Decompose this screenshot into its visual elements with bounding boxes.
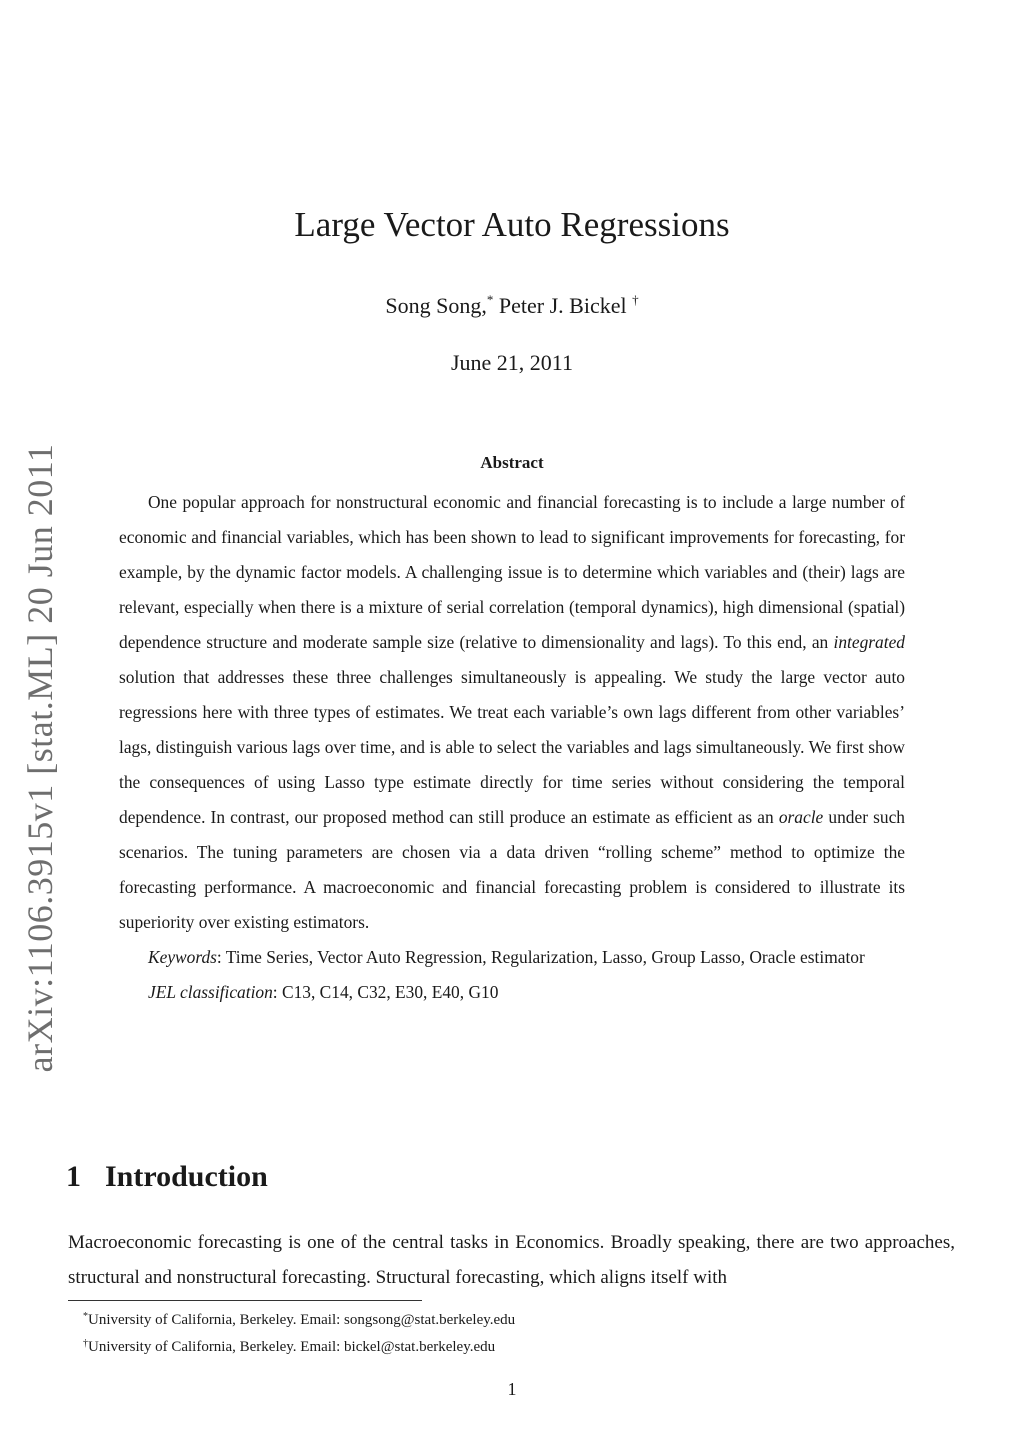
keywords-label: Keywords bbox=[148, 947, 217, 967]
footnote-marker: † bbox=[83, 1338, 88, 1349]
arxiv-identifier-stamp: arXiv:1106.3915v1 [stat.ML] 20 Jun 2011 bbox=[20, 443, 60, 1073]
paper-title: Large Vector Auto Regressions bbox=[294, 205, 730, 244]
footnotes bbox=[83, 1305, 515, 1359]
author-line bbox=[0, 292, 1024, 319]
abstract-text: under such scenarios. The tuning parameters are chosen via a data driven “rolling scheme” method to optimize the forecasting performance. A macroeconomic and financial forecasting problem is considered to illustrate its superiority over existing estimators. bbox=[119, 807, 905, 932]
jel-paragraph bbox=[119, 975, 905, 1010]
abstract-block bbox=[119, 485, 905, 1010]
jel-label: JEL classification bbox=[148, 982, 273, 1002]
abstract-heading: Abstract bbox=[480, 453, 544, 472]
section-title: Introduction bbox=[105, 1160, 268, 1193]
footnote-marker: † bbox=[632, 292, 639, 307]
keywords-paragraph bbox=[119, 940, 905, 975]
footnote-divider bbox=[68, 1300, 422, 1301]
emphasis-text: oracle bbox=[778, 807, 824, 827]
page-number: 1 bbox=[507, 1379, 517, 1399]
author-name: Song Song, bbox=[385, 293, 487, 318]
keywords-text: : Time Series, Vector Auto Regression, Regularization, Lasso, Group Lasso, Oracle estimator bbox=[216, 947, 865, 967]
section-heading bbox=[66, 1160, 268, 1194]
abstract-text: solution that addresses these three challenges simultaneously is appealing. We study the large vector auto regressions here with three types of estimates. We treat each variable’s own lags different from other variables’ lags, distinguish various lags over time, and is able to select the variables and lags simultaneously. We first show the consequences of using Lasso type estimate directly for time series without considering the temporal dependence. In contrast, our proposed method can still produce an estimate as efficient as an bbox=[119, 667, 905, 827]
section-number: 1 bbox=[66, 1160, 81, 1193]
footnote-text: University of California, Berkeley. Email: songsong@stat.berkeley.edu bbox=[88, 1312, 516, 1328]
footnote-marker: * bbox=[83, 1311, 88, 1322]
abstract-paragraph bbox=[119, 485, 905, 940]
footnote-text: University of California, Berkeley. Email: bickel@stat.berkeley.edu bbox=[88, 1339, 496, 1355]
footnote-item bbox=[83, 1332, 515, 1359]
paper-date: June 21, 2011 bbox=[450, 350, 573, 375]
emphasis-text: integrated bbox=[833, 632, 905, 652]
author-name: Peter J. Bickel bbox=[498, 293, 627, 318]
abstract-text: One popular approach for nonstructural economic and financial forecasting is to include a large number of economic and financial variables, which has been shown to lead to significant improvements for forecasting, for example, by the dynamic factor models. A challenging issue is to determine which variables and (their) lags are relevant, especially when there is a mixture of serial correlation (temporal dynamics), high dimensional (spatial) dependence structure and moderate sample size (relative to dimensionality and lags). To this end, an bbox=[119, 492, 905, 652]
footnote-marker: * bbox=[486, 292, 494, 307]
introduction-text bbox=[68, 1225, 955, 1295]
footnote-item bbox=[83, 1305, 515, 1332]
body-paragraph: Macroeconomic forecasting is one of the central tasks in Economics. Broadly speaking, there are two approaches, structural and nonstructural forecasting. Structural forecasting, which aligns itself with bbox=[68, 1232, 955, 1288]
jel-text: : C13, C14, C32, E30, E40, G10 bbox=[272, 982, 499, 1002]
